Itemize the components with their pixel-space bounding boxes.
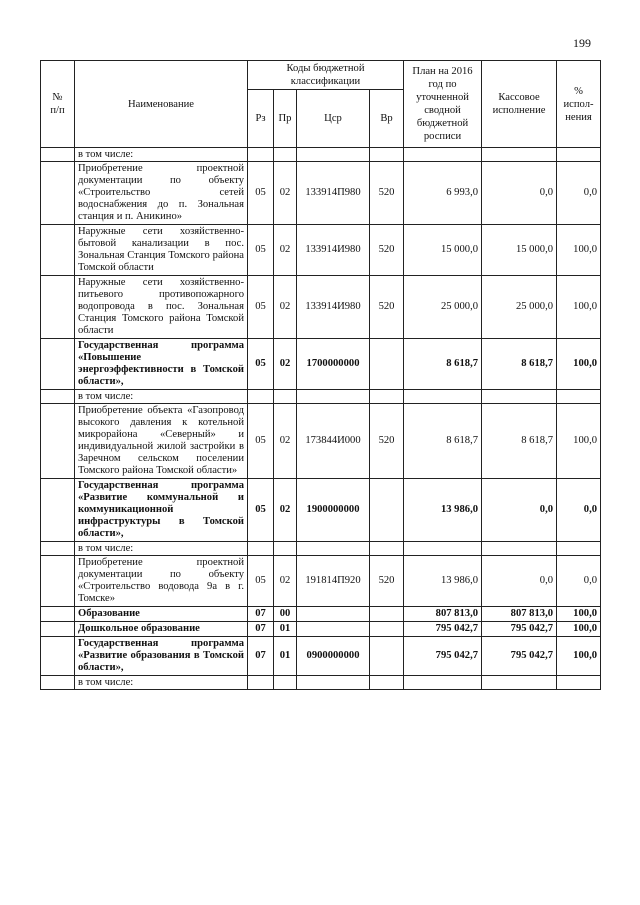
cell-pct <box>557 676 601 690</box>
cell-rz: 07 <box>248 637 274 676</box>
cell-pct: 100,0 <box>557 607 601 622</box>
cell-pct: 100,0 <box>557 339 601 390</box>
table-row <box>41 556 601 607</box>
cell-plan: 25 000,0 <box>404 276 482 339</box>
cell-pr: 02 <box>274 404 297 479</box>
cell-pr: 01 <box>274 637 297 676</box>
cell-csr: 173844И000 <box>297 404 370 479</box>
cell-cash <box>482 676 557 690</box>
cell-vr <box>370 542 404 556</box>
cell-csr: 1900000000 <box>297 479 370 542</box>
cell-vr <box>370 390 404 404</box>
header-cash: Кассовое исполнение <box>482 61 557 148</box>
cell-plan <box>404 148 482 162</box>
cell-vr <box>370 637 404 676</box>
budget-execution-table <box>40 60 601 690</box>
table-row <box>41 404 601 479</box>
cell-name: в том числе: <box>75 676 248 690</box>
cell-num <box>41 542 75 556</box>
cell-cash: 15 000,0 <box>482 225 557 276</box>
cell-name: Приобретение проектной документации по объекту «Строительство водовода 9а в г. Томске» <box>75 556 248 607</box>
table-row <box>41 622 601 637</box>
cell-vr <box>370 622 404 637</box>
cell-pr <box>274 390 297 404</box>
cell-name: в том числе: <box>75 148 248 162</box>
cell-name: Наружные сети хозяйственно-бытовой канализации в пос. Зональная Станция Томского района Томской области <box>75 225 248 276</box>
table-row <box>41 607 601 622</box>
cell-plan <box>404 542 482 556</box>
cell-plan: 795 042,7 <box>404 622 482 637</box>
cell-pct: 0,0 <box>557 479 601 542</box>
header-name: Наименование <box>75 61 248 148</box>
cell-cash: 795 042,7 <box>482 622 557 637</box>
cell-plan: 8 618,7 <box>404 404 482 479</box>
cell-cash <box>482 390 557 404</box>
cell-csr: 1700000000 <box>297 339 370 390</box>
cell-name: Государственная программа «Развитие образования в Томской области», <box>75 637 248 676</box>
cell-pct: 100,0 <box>557 276 601 339</box>
cell-plan: 8 618,7 <box>404 339 482 390</box>
header-pct: % испол-нения <box>557 61 601 148</box>
table-header-row <box>41 61 601 90</box>
cell-name: Приобретение проектной документации по объекту «Строительство сетей водоснабжения до п. Зональная станция и п. Аникино» <box>75 162 248 225</box>
cell-vr <box>370 339 404 390</box>
cell-rz: 05 <box>248 162 274 225</box>
cell-vr: 520 <box>370 404 404 479</box>
cell-pr: 02 <box>274 339 297 390</box>
cell-num <box>41 148 75 162</box>
cell-rz: 05 <box>248 276 274 339</box>
table-row <box>41 479 601 542</box>
cell-pr: 02 <box>274 276 297 339</box>
cell-csr <box>297 542 370 556</box>
cell-rz <box>248 390 274 404</box>
header-pr: Пр <box>274 90 297 148</box>
cell-pr <box>274 542 297 556</box>
cell-num <box>41 276 75 339</box>
header-num: № п/п <box>41 61 75 148</box>
cell-pr: 02 <box>274 556 297 607</box>
cell-vr: 520 <box>370 225 404 276</box>
cell-pct <box>557 390 601 404</box>
cell-num <box>41 225 75 276</box>
cell-cash: 25 000,0 <box>482 276 557 339</box>
cell-name: Государственная программа «Повышение энергоэффективности в Томской области», <box>75 339 248 390</box>
cell-cash: 0,0 <box>482 479 557 542</box>
cell-pct: 0,0 <box>557 556 601 607</box>
cell-cash: 8 618,7 <box>482 339 557 390</box>
cell-rz: 07 <box>248 622 274 637</box>
cell-rz <box>248 542 274 556</box>
cell-plan: 795 042,7 <box>404 637 482 676</box>
cell-plan: 6 993,0 <box>404 162 482 225</box>
header-codes: Коды бюджетной классификации <box>248 61 404 90</box>
cell-num <box>41 556 75 607</box>
cell-cash: 8 618,7 <box>482 404 557 479</box>
cell-pct: 100,0 <box>557 225 601 276</box>
table-row <box>41 390 601 404</box>
cell-csr: 133914И980 <box>297 225 370 276</box>
cell-vr: 520 <box>370 162 404 225</box>
cell-vr: 520 <box>370 556 404 607</box>
table-row <box>41 162 601 225</box>
cell-plan: 807 813,0 <box>404 607 482 622</box>
cell-rz <box>248 676 274 690</box>
table-row <box>41 637 601 676</box>
cell-name: Образование <box>75 607 248 622</box>
cell-pct <box>557 542 601 556</box>
table-row <box>41 276 601 339</box>
cell-name: в том числе: <box>75 390 248 404</box>
cell-cash <box>482 542 557 556</box>
cell-name: Дошкольное образование <box>75 622 248 637</box>
cell-num <box>41 162 75 225</box>
cell-cash: 795 042,7 <box>482 637 557 676</box>
cell-csr <box>297 676 370 690</box>
cell-plan: 15 000,0 <box>404 225 482 276</box>
cell-pr <box>274 676 297 690</box>
cell-cash: 0,0 <box>482 162 557 225</box>
cell-num <box>41 637 75 676</box>
cell-cash <box>482 148 557 162</box>
cell-vr <box>370 148 404 162</box>
cell-cash: 807 813,0 <box>482 607 557 622</box>
cell-pct: 100,0 <box>557 404 601 479</box>
cell-num <box>41 622 75 637</box>
table-row <box>41 225 601 276</box>
cell-plan <box>404 676 482 690</box>
cell-rz: 05 <box>248 556 274 607</box>
cell-csr <box>297 148 370 162</box>
cell-num <box>41 339 75 390</box>
cell-name: Наружные сети хозяйственно-питьевого противопожарного водопровода в пос. Зональная Станция Томского района Томской области <box>75 276 248 339</box>
cell-vr <box>370 676 404 690</box>
cell-pr: 02 <box>274 162 297 225</box>
table-body <box>41 148 601 690</box>
header-csr: Цср <box>297 90 370 148</box>
header-rz: Рз <box>248 90 274 148</box>
cell-plan: 13 986,0 <box>404 479 482 542</box>
cell-rz: 05 <box>248 479 274 542</box>
table-row <box>41 542 601 556</box>
cell-pr: 02 <box>274 225 297 276</box>
header-vr: Вр <box>370 90 404 148</box>
cell-csr <box>297 390 370 404</box>
cell-pct: 100,0 <box>557 622 601 637</box>
cell-csr: 133914П980 <box>297 162 370 225</box>
cell-csr: 133914И980 <box>297 276 370 339</box>
cell-pct: 100,0 <box>557 637 601 676</box>
cell-rz: 07 <box>248 607 274 622</box>
cell-plan: 13 986,0 <box>404 556 482 607</box>
cell-rz <box>248 148 274 162</box>
cell-csr <box>297 622 370 637</box>
cell-num <box>41 404 75 479</box>
cell-csr <box>297 607 370 622</box>
cell-num <box>41 479 75 542</box>
page-number: 199 <box>573 36 591 50</box>
cell-plan <box>404 390 482 404</box>
cell-csr: 0900000000 <box>297 637 370 676</box>
cell-vr: 520 <box>370 276 404 339</box>
cell-pr: 01 <box>274 622 297 637</box>
header-plan: План на 2016 год по уточненной сводной бюджетной росписи <box>404 61 482 148</box>
table-row <box>41 676 601 690</box>
cell-pct <box>557 148 601 162</box>
cell-pr: 02 <box>274 479 297 542</box>
table-row <box>41 339 601 390</box>
cell-csr: 191814П920 <box>297 556 370 607</box>
cell-pr: 00 <box>274 607 297 622</box>
cell-vr <box>370 479 404 542</box>
cell-name: Государственная программа «Развитие коммунальной и коммуникационной инфраструктуры в Томской области», <box>75 479 248 542</box>
cell-rz: 05 <box>248 339 274 390</box>
cell-pct: 0,0 <box>557 162 601 225</box>
cell-name: Приобретение объекта «Газопровод высокого давления к котельной микрорайона «Северный» и индивидуальной жилой застройки в Заречном сельском поселении Томского района Томской области» <box>75 404 248 479</box>
cell-num <box>41 390 75 404</box>
cell-rz: 05 <box>248 225 274 276</box>
cell-cash: 0,0 <box>482 556 557 607</box>
cell-num <box>41 676 75 690</box>
cell-num <box>41 607 75 622</box>
cell-name: в том числе: <box>75 542 248 556</box>
cell-pr <box>274 148 297 162</box>
cell-rz: 05 <box>248 404 274 479</box>
cell-vr <box>370 607 404 622</box>
table-row <box>41 148 601 162</box>
